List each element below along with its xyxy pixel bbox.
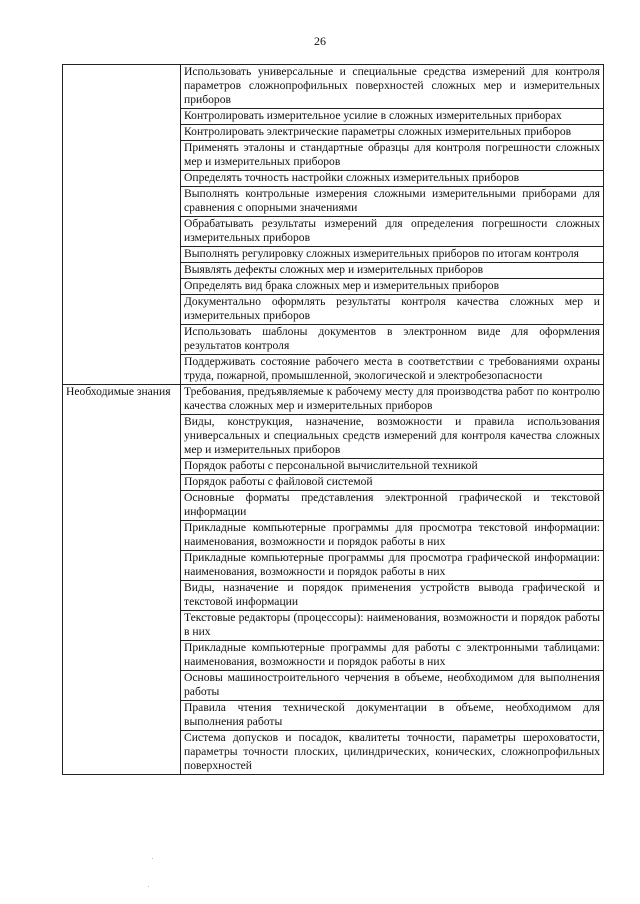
table-cell-text: Правила чтения технической документации в объеме, необходимом для выполнения работы <box>181 701 604 731</box>
table-cell-text: Виды, конструкция, назначение, возможности и правила использования универсальных и специальных средств измерений для контроля качества сложных мер и измерительных приборов <box>181 415 604 459</box>
table-cell-text: Определять точность настройки сложных измерительных приборов <box>181 171 604 187</box>
table-cell-text: Требования, предъявляемые к рабочему месту для производства работ по контролю качества сложных мер и измерительных приборов <box>181 385 604 415</box>
table-cell-text: Прикладные компьютерные программы для просмотра текстовой информации: наименования, возможности и порядок работы в них <box>181 521 604 551</box>
table-cell-text: Прикладные компьютерные программы для просмотра графической информации: наименования, возможности и порядок работы в них <box>181 551 604 581</box>
table-cell-text: Прикладные компьютерные программы для работы с электронными таблицами: наименования, возможности и порядок работы в них <box>181 641 604 671</box>
table-cell-text: Выполнять контрольные измерения сложными измерительными приборами для сравнения с опорными значениями <box>181 187 604 217</box>
table-cell-text: Текстовые редакторы (процессоры): наименования, возможности и порядок работы в них <box>181 611 604 641</box>
table-row <box>63 385 604 415</box>
table-cell-text: Определять вид брака сложных мер и измерительных приборов <box>181 279 604 295</box>
table-cell-text: Основы машиностроительного черчения в объеме, необходимом для выполнения работы <box>181 671 604 701</box>
section-label-cell <box>63 65 181 385</box>
table-cell-text: Поддерживать состояние рабочего места в соответствии с требованиями охраны труда, пожарной, промышленной, экологической и электробезопасности <box>181 355 604 385</box>
table-cell-text: Виды, назначение и порядок применения устройств вывода графической и текстовой информации <box>181 581 604 611</box>
table-row <box>63 65 604 109</box>
scan-speck <box>148 886 149 887</box>
table-cell-text: Система допусков и посадок, квалитеты точности, параметры шероховатости, параметры точности плоских, цилиндрических, конических, сложнопрофильных поверхностей <box>181 731 604 775</box>
table-cell-text: Обрабатывать результаты измерений для определения погрешности сложных измерительных приборов <box>181 217 604 247</box>
table-cell-text: Контролировать электрические параметры сложных измерительных приборов <box>181 125 604 141</box>
table-cell-text: Основные форматы представления электронной графической и текстовой информации <box>181 491 604 521</box>
table-cell-text: Выполнять регулировку сложных измерительных приборов по итогам контроля <box>181 247 604 263</box>
table-cell-text: Применять эталоны и стандартные образцы для контроля погрешности сложных мер и измерительных приборов <box>181 141 604 171</box>
table-cell-text: Контролировать измерительное усилие в сложных измерительных приборах <box>181 109 604 125</box>
table-cell-text: Порядок работы с персональной вычислительной техникой <box>181 459 604 475</box>
page-number: 26 <box>314 34 326 48</box>
table-body <box>63 65 604 775</box>
table-cell-text: Выявлять дефекты сложных мер и измерительных приборов <box>181 263 604 279</box>
table-cell-text: Документально оформлять результаты контроля качества сложных мер и измерительных приборов <box>181 295 604 325</box>
table-cell-text: Использовать шаблоны документов в электронном виде для оформления результатов контроля <box>181 325 604 355</box>
table-cell-text: Порядок работы с файловой системой <box>181 475 604 491</box>
section-label-cell: Необходимые знания <box>63 385 181 775</box>
competency-table <box>62 64 604 775</box>
table-cell-text: Использовать универсальные и специальные средства измерений для контроля параметров сложнопрофильных поверхностей сложных мер и измерительных приборов <box>181 65 604 109</box>
scan-speck <box>152 858 153 859</box>
